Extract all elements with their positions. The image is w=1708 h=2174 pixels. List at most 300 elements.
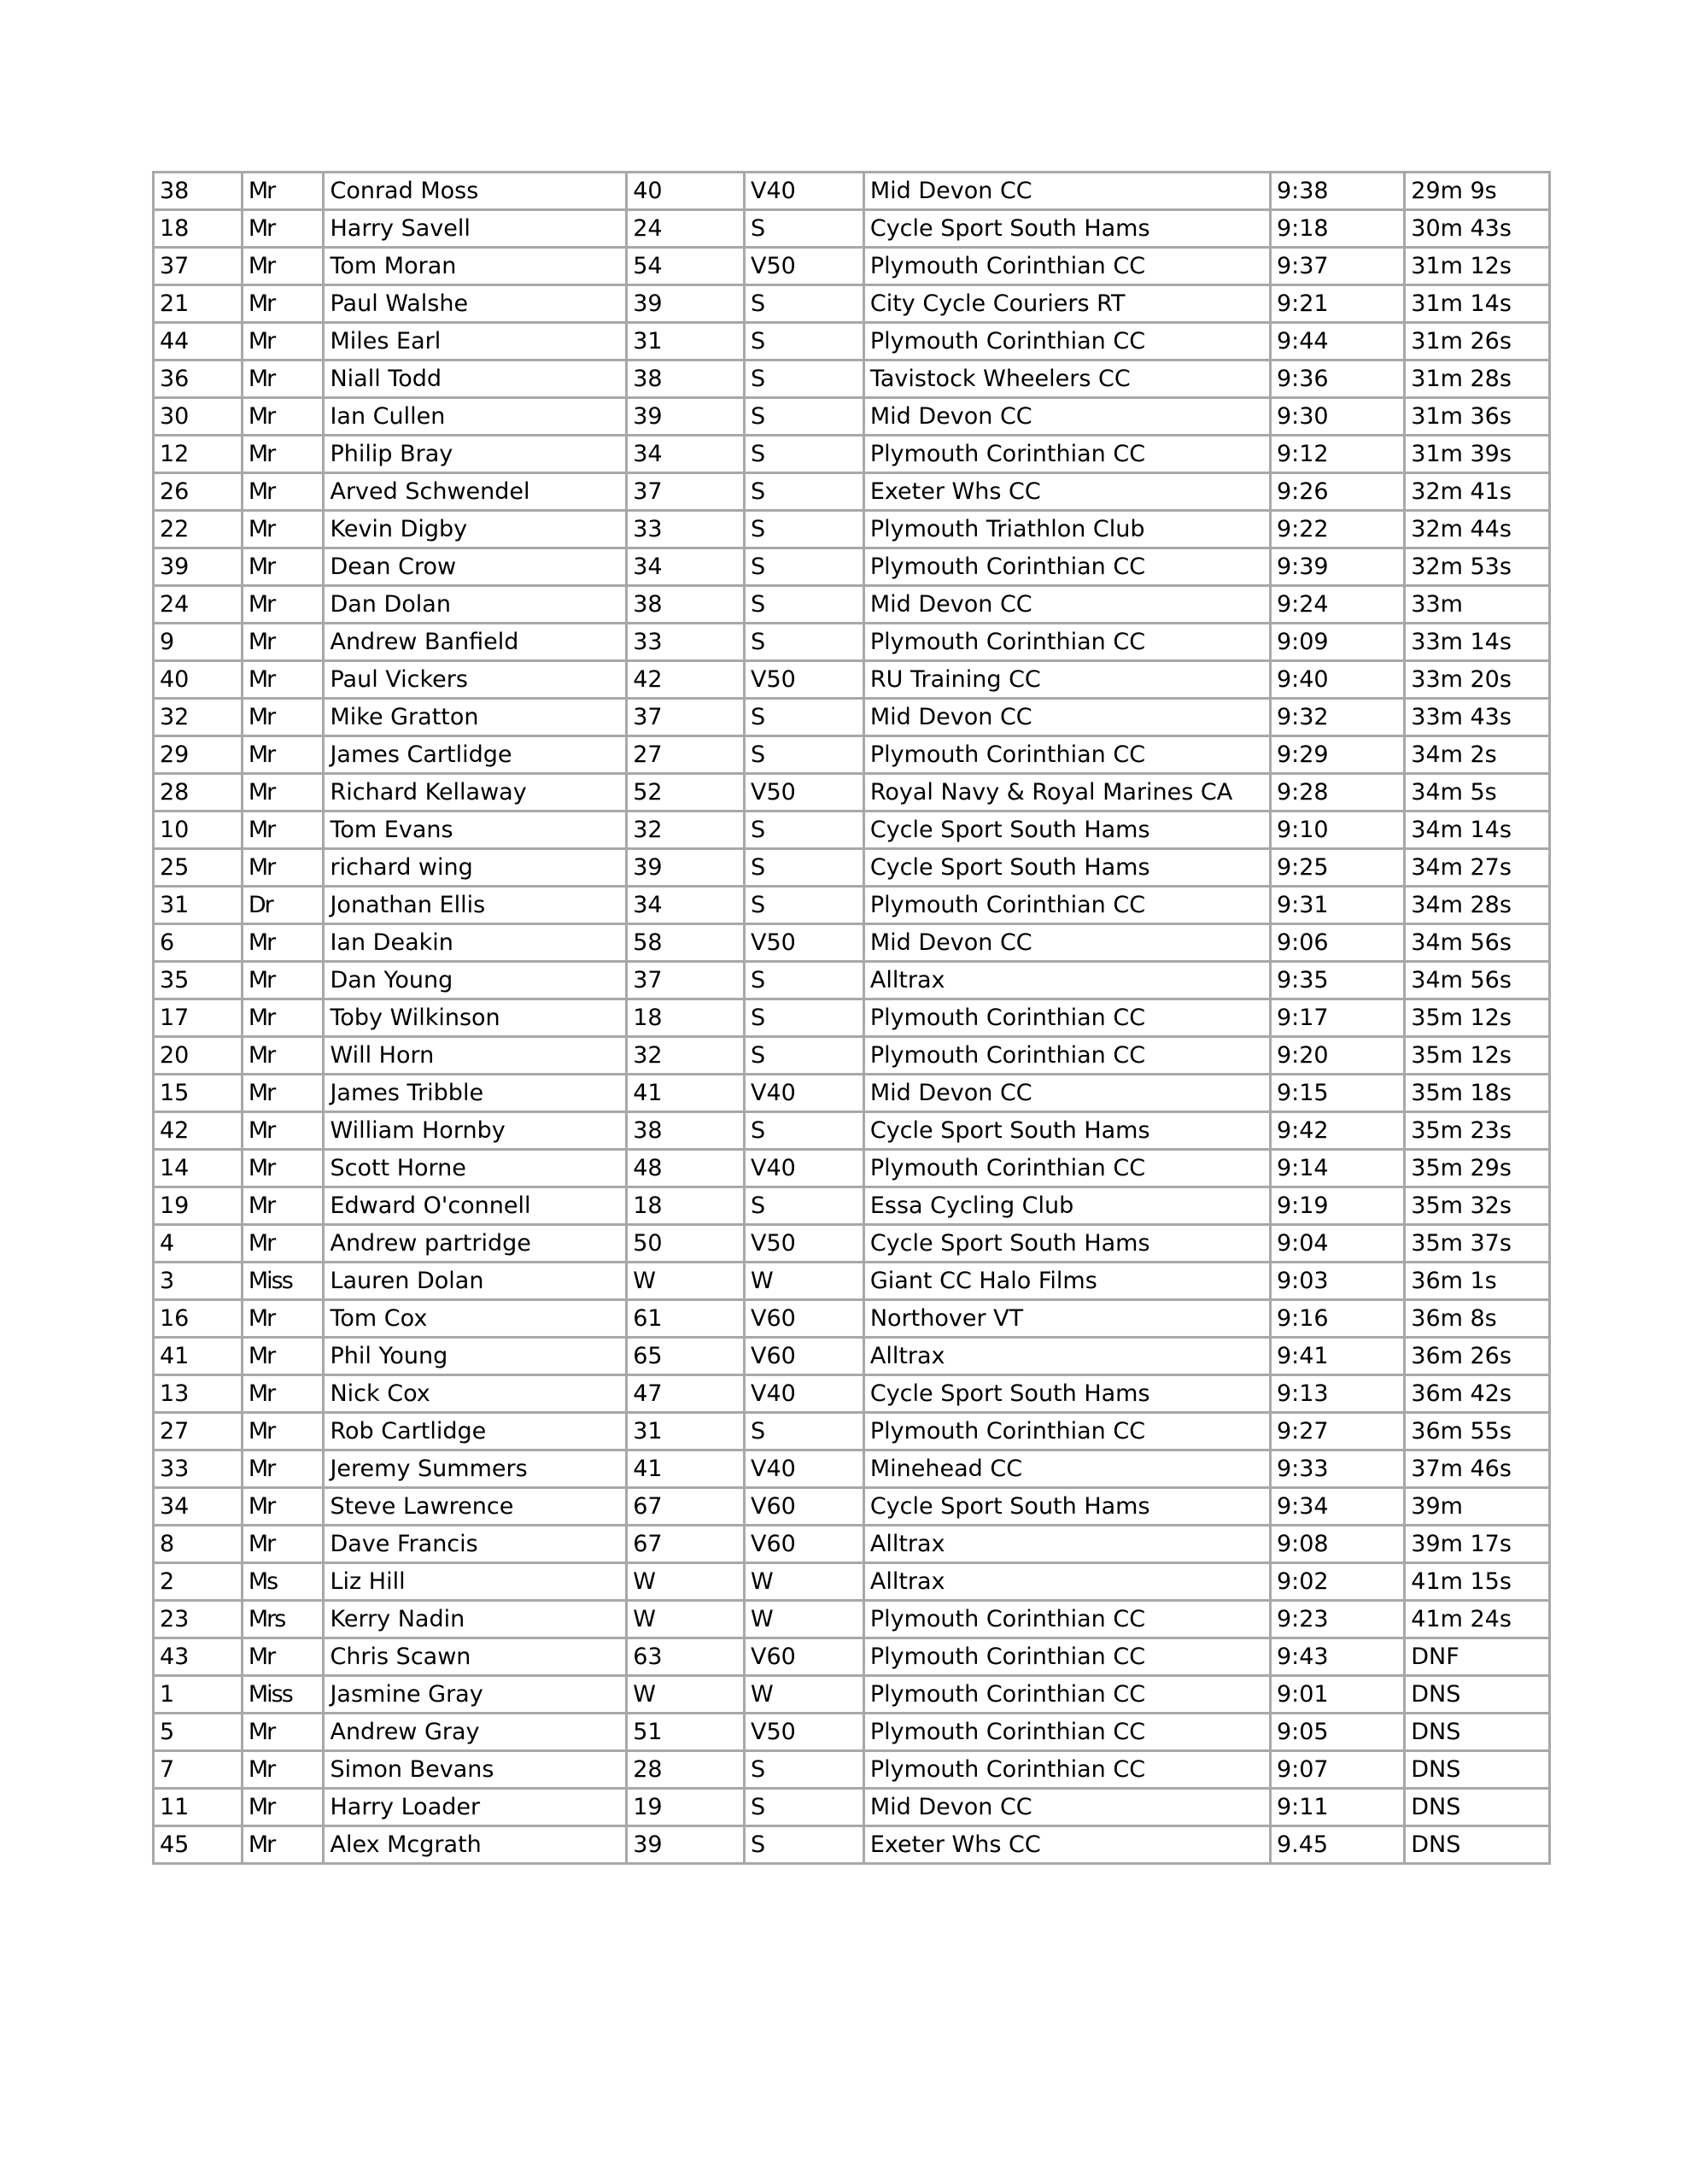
finish-time-cell: 31m 28s xyxy=(1405,360,1550,398)
finish-time-cell: DNS xyxy=(1405,1826,1550,1864)
title-cell: Mr xyxy=(242,849,324,887)
age-cell: 31 xyxy=(627,323,745,360)
finish-time-cell: 35m 32s xyxy=(1405,1187,1550,1225)
rider-number-cell: 5 xyxy=(154,1714,243,1751)
title-cell: Mr xyxy=(242,586,324,624)
title-cell: Mr xyxy=(242,1338,324,1375)
age-cell: 39 xyxy=(627,398,745,436)
rider-name-cell: Mike Gratton xyxy=(324,699,627,736)
finish-time-cell: 31m 14s xyxy=(1405,285,1550,323)
category-cell: V50 xyxy=(745,1225,864,1263)
age-cell: 18 xyxy=(627,999,745,1037)
finish-time-cell: 32m 41s xyxy=(1405,473,1550,511)
table-row xyxy=(154,210,1550,248)
finish-time-cell: 36m 55s xyxy=(1405,1413,1550,1450)
start-time-cell: 9:26 xyxy=(1270,473,1404,511)
age-cell: W xyxy=(627,1563,745,1601)
rider-number-cell: 3 xyxy=(154,1263,243,1300)
start-time-cell: 9:16 xyxy=(1270,1300,1404,1338)
finish-time-cell: 36m 1s xyxy=(1405,1263,1550,1300)
table-row xyxy=(154,962,1550,999)
rider-number-cell: 28 xyxy=(154,774,243,812)
rider-number-cell: 26 xyxy=(154,473,243,511)
club-cell: Plymouth Corinthian CC xyxy=(863,1676,1270,1714)
rider-name-cell: Arved Schwendel xyxy=(324,473,627,511)
start-time-cell: 9:32 xyxy=(1270,699,1404,736)
start-time-cell: 9:15 xyxy=(1270,1075,1404,1112)
rider-name-cell: Jonathan Ellis xyxy=(324,887,627,924)
rider-number-cell: 23 xyxy=(154,1601,243,1638)
table-row xyxy=(154,1488,1550,1526)
table-row xyxy=(154,774,1550,812)
club-cell: Cycle Sport South Hams xyxy=(863,1488,1270,1526)
age-cell: 33 xyxy=(627,624,745,661)
title-cell: Mr xyxy=(242,736,324,774)
age-cell: 33 xyxy=(627,511,745,548)
rider-name-cell: Harry Loader xyxy=(324,1789,627,1826)
category-cell: S xyxy=(745,1826,864,1864)
rider-name-cell: Dan Young xyxy=(324,962,627,999)
category-cell: S xyxy=(745,887,864,924)
club-cell: Plymouth Triathlon Club xyxy=(863,511,1270,548)
title-cell: Mr xyxy=(242,436,324,473)
rider-number-cell: 29 xyxy=(154,736,243,774)
age-cell: 27 xyxy=(627,736,745,774)
start-time-cell: 9:37 xyxy=(1270,248,1404,285)
club-cell: Alltrax xyxy=(863,1526,1270,1563)
table-row xyxy=(154,248,1550,285)
results-body xyxy=(154,173,1550,1864)
table-row xyxy=(154,1714,1550,1751)
start-time-cell: 9:33 xyxy=(1270,1450,1404,1488)
start-time-cell: 9:01 xyxy=(1270,1676,1404,1714)
start-time-cell: 9:30 xyxy=(1270,398,1404,436)
title-cell: Mr xyxy=(242,360,324,398)
category-cell: S xyxy=(745,436,864,473)
finish-time-cell: 37m 46s xyxy=(1405,1450,1550,1488)
table-row xyxy=(154,624,1550,661)
start-time-cell: 9:02 xyxy=(1270,1563,1404,1601)
results-table xyxy=(152,171,1551,1865)
rider-name-cell: Simon Bevans xyxy=(324,1751,627,1789)
finish-time-cell: 34m 28s xyxy=(1405,887,1550,924)
age-cell: 41 xyxy=(627,1075,745,1112)
start-time-cell: 9:34 xyxy=(1270,1488,1404,1526)
rider-number-cell: 14 xyxy=(154,1150,243,1187)
table-row xyxy=(154,1263,1550,1300)
title-cell: Mr xyxy=(242,1037,324,1075)
rider-name-cell: Lauren Dolan xyxy=(324,1263,627,1300)
start-time-cell: 9:08 xyxy=(1270,1526,1404,1563)
table-row xyxy=(154,1150,1550,1187)
table-row xyxy=(154,1601,1550,1638)
age-cell: 61 xyxy=(627,1300,745,1338)
rider-number-cell: 36 xyxy=(154,360,243,398)
rider-number-cell: 25 xyxy=(154,849,243,887)
finish-time-cell: 41m 24s xyxy=(1405,1601,1550,1638)
finish-time-cell: 34m 27s xyxy=(1405,849,1550,887)
start-time-cell: 9:10 xyxy=(1270,812,1404,849)
title-cell: Mr xyxy=(242,548,324,586)
age-cell: 67 xyxy=(627,1526,745,1563)
finish-time-cell: 35m 18s xyxy=(1405,1075,1550,1112)
title-cell: Mr xyxy=(242,1450,324,1488)
table-row xyxy=(154,1112,1550,1150)
category-cell: V40 xyxy=(745,1450,864,1488)
club-cell: Cycle Sport South Hams xyxy=(863,849,1270,887)
age-cell: W xyxy=(627,1676,745,1714)
rider-name-cell: Ian Deakin xyxy=(324,924,627,962)
rider-name-cell: Harry Savell xyxy=(324,210,627,248)
rider-number-cell: 15 xyxy=(154,1075,243,1112)
rider-name-cell: Dave Francis xyxy=(324,1526,627,1563)
finish-time-cell: 35m 37s xyxy=(1405,1225,1550,1263)
table-row xyxy=(154,736,1550,774)
finish-time-cell: 33m 43s xyxy=(1405,699,1550,736)
title-cell: Mr xyxy=(242,1375,324,1413)
club-cell: Plymouth Corinthian CC xyxy=(863,248,1270,285)
age-cell: 65 xyxy=(627,1338,745,1375)
start-time-cell: 9:07 xyxy=(1270,1751,1404,1789)
rider-name-cell: Dan Dolan xyxy=(324,586,627,624)
start-time-cell: 9:06 xyxy=(1270,924,1404,962)
table-row xyxy=(154,586,1550,624)
club-cell: Plymouth Corinthian CC xyxy=(863,736,1270,774)
finish-time-cell: 32m 44s xyxy=(1405,511,1550,548)
rider-name-cell: Richard Kellaway xyxy=(324,774,627,812)
rider-number-cell: 31 xyxy=(154,887,243,924)
start-time-cell: 9:24 xyxy=(1270,586,1404,624)
rider-number-cell: 32 xyxy=(154,699,243,736)
rider-number-cell: 17 xyxy=(154,999,243,1037)
table-row xyxy=(154,699,1550,736)
title-cell: Mr xyxy=(242,1826,324,1864)
age-cell: W xyxy=(627,1263,745,1300)
finish-time-cell: 33m 20s xyxy=(1405,661,1550,699)
club-cell: Exeter Whs CC xyxy=(863,473,1270,511)
age-cell: 39 xyxy=(627,285,745,323)
finish-time-cell: 35m 12s xyxy=(1405,999,1550,1037)
age-cell: 41 xyxy=(627,1450,745,1488)
category-cell: W xyxy=(745,1263,864,1300)
rider-name-cell: Dean Crow xyxy=(324,548,627,586)
rider-name-cell: Jeremy Summers xyxy=(324,1450,627,1488)
title-cell: Mr xyxy=(242,285,324,323)
category-cell: S xyxy=(745,285,864,323)
club-cell: Mid Devon CC xyxy=(863,699,1270,736)
table-row xyxy=(154,1037,1550,1075)
club-cell: Plymouth Corinthian CC xyxy=(863,1638,1270,1676)
club-cell: Plymouth Corinthian CC xyxy=(863,999,1270,1037)
age-cell: 63 xyxy=(627,1638,745,1676)
title-cell: Mr xyxy=(242,1187,324,1225)
rider-number-cell: 37 xyxy=(154,248,243,285)
table-row xyxy=(154,173,1550,210)
finish-time-cell: 36m 42s xyxy=(1405,1375,1550,1413)
table-row xyxy=(154,1789,1550,1826)
rider-number-cell: 20 xyxy=(154,1037,243,1075)
age-cell: 47 xyxy=(627,1375,745,1413)
age-cell: 38 xyxy=(627,1112,745,1150)
finish-time-cell: DNS xyxy=(1405,1676,1550,1714)
club-cell: Essa Cycling Club xyxy=(863,1187,1270,1225)
start-time-cell: 9:09 xyxy=(1270,624,1404,661)
category-cell: V40 xyxy=(745,1375,864,1413)
club-cell: Cycle Sport South Hams xyxy=(863,1375,1270,1413)
table-row xyxy=(154,812,1550,849)
club-cell: Northover VT xyxy=(863,1300,1270,1338)
club-cell: Cycle Sport South Hams xyxy=(863,210,1270,248)
age-cell: 52 xyxy=(627,774,745,812)
start-time-cell: 9:21 xyxy=(1270,285,1404,323)
category-cell: S xyxy=(745,1112,864,1150)
rider-number-cell: 4 xyxy=(154,1225,243,1263)
finish-time-cell: 41m 15s xyxy=(1405,1563,1550,1601)
rider-number-cell: 38 xyxy=(154,173,243,210)
category-cell: V60 xyxy=(745,1338,864,1375)
category-cell: V40 xyxy=(745,1150,864,1187)
club-cell: Alltrax xyxy=(863,1563,1270,1601)
title-cell: Mr xyxy=(242,1526,324,1563)
age-cell: 28 xyxy=(627,1751,745,1789)
start-time-cell: 9:43 xyxy=(1270,1638,1404,1676)
category-cell: W xyxy=(745,1676,864,1714)
category-cell: V50 xyxy=(745,1714,864,1751)
table-row xyxy=(154,1751,1550,1789)
category-cell: V60 xyxy=(745,1638,864,1676)
rider-number-cell: 41 xyxy=(154,1338,243,1375)
rider-name-cell: Chris Scawn xyxy=(324,1638,627,1676)
title-cell: Mr xyxy=(242,248,324,285)
title-cell: Mr xyxy=(242,1714,324,1751)
rider-name-cell: Alex Mcgrath xyxy=(324,1826,627,1864)
finish-time-cell: DNS xyxy=(1405,1789,1550,1826)
rider-name-cell: Paul Walshe xyxy=(324,285,627,323)
rider-name-cell: Tom Evans xyxy=(324,812,627,849)
start-time-cell: 9:41 xyxy=(1270,1338,1404,1375)
rider-number-cell: 10 xyxy=(154,812,243,849)
club-cell: Mid Devon CC xyxy=(863,1789,1270,1826)
title-cell: Mr xyxy=(242,1413,324,1450)
title-cell: Mr xyxy=(242,1300,324,1338)
start-time-cell: 9:11 xyxy=(1270,1789,1404,1826)
title-cell: Mr xyxy=(242,1075,324,1112)
table-row xyxy=(154,1413,1550,1450)
table-row xyxy=(154,887,1550,924)
club-cell: Plymouth Corinthian CC xyxy=(863,1413,1270,1450)
age-cell: 19 xyxy=(627,1789,745,1826)
age-cell: 37 xyxy=(627,962,745,999)
start-time-cell: 9:29 xyxy=(1270,736,1404,774)
club-cell: Cycle Sport South Hams xyxy=(863,1225,1270,1263)
table-row xyxy=(154,1075,1550,1112)
club-cell: Plymouth Corinthian CC xyxy=(863,1601,1270,1638)
title-cell: Miss xyxy=(242,1676,324,1714)
age-cell: 32 xyxy=(627,812,745,849)
rider-name-cell: Liz Hill xyxy=(324,1563,627,1601)
rider-name-cell: Phil Young xyxy=(324,1338,627,1375)
category-cell: V60 xyxy=(745,1488,864,1526)
finish-time-cell: 34m 2s xyxy=(1405,736,1550,774)
start-time-cell: 9:13 xyxy=(1270,1375,1404,1413)
category-cell: S xyxy=(745,210,864,248)
rider-name-cell: Steve Lawrence xyxy=(324,1488,627,1526)
title-cell: Mr xyxy=(242,1751,324,1789)
start-time-cell: 9:38 xyxy=(1270,173,1404,210)
category-cell: S xyxy=(745,586,864,624)
finish-time-cell: 33m xyxy=(1405,586,1550,624)
finish-time-cell: 35m 23s xyxy=(1405,1112,1550,1150)
finish-time-cell: 36m 26s xyxy=(1405,1338,1550,1375)
table-row xyxy=(154,436,1550,473)
table-row xyxy=(154,548,1550,586)
category-cell: S xyxy=(745,473,864,511)
club-cell: Tavistock Wheelers CC xyxy=(863,360,1270,398)
age-cell: 31 xyxy=(627,1413,745,1450)
age-cell: 37 xyxy=(627,699,745,736)
age-cell: 38 xyxy=(627,360,745,398)
rider-number-cell: 13 xyxy=(154,1375,243,1413)
category-cell: S xyxy=(745,323,864,360)
title-cell: Dr xyxy=(242,887,324,924)
rider-number-cell: 27 xyxy=(154,1413,243,1450)
club-cell: City Cycle Couriers RT xyxy=(863,285,1270,323)
club-cell: Mid Devon CC xyxy=(863,924,1270,962)
rider-name-cell: Edward O'connell xyxy=(324,1187,627,1225)
rider-name-cell: Philip Bray xyxy=(324,436,627,473)
club-cell: Plymouth Corinthian CC xyxy=(863,1037,1270,1075)
title-cell: Mr xyxy=(242,173,324,210)
start-time-cell: 9:36 xyxy=(1270,360,1404,398)
category-cell: V40 xyxy=(745,1075,864,1112)
age-cell: 54 xyxy=(627,248,745,285)
category-cell: S xyxy=(745,1037,864,1075)
table-row xyxy=(154,924,1550,962)
start-time-cell: 9:05 xyxy=(1270,1714,1404,1751)
start-time-cell: 9:28 xyxy=(1270,774,1404,812)
table-row xyxy=(154,849,1550,887)
age-cell: 50 xyxy=(627,1225,745,1263)
start-time-cell: 9:27 xyxy=(1270,1413,1404,1450)
title-cell: Mrs xyxy=(242,1601,324,1638)
rider-number-cell: 8 xyxy=(154,1526,243,1563)
age-cell: 58 xyxy=(627,924,745,962)
rider-name-cell: Jasmine Gray xyxy=(324,1676,627,1714)
category-cell: S xyxy=(745,736,864,774)
title-cell: Mr xyxy=(242,699,324,736)
title-cell: Mr xyxy=(242,473,324,511)
category-cell: V40 xyxy=(745,173,864,210)
rider-number-cell: 6 xyxy=(154,924,243,962)
age-cell: 48 xyxy=(627,1150,745,1187)
category-cell: S xyxy=(745,548,864,586)
table-row xyxy=(154,1826,1550,1864)
club-cell: Plymouth Corinthian CC xyxy=(863,624,1270,661)
rider-number-cell: 39 xyxy=(154,548,243,586)
club-cell: Alltrax xyxy=(863,962,1270,999)
table-row xyxy=(154,473,1550,511)
club-cell: Giant CC Halo Films xyxy=(863,1263,1270,1300)
start-time-cell: 9:42 xyxy=(1270,1112,1404,1150)
table-row xyxy=(154,398,1550,436)
age-cell: 38 xyxy=(627,586,745,624)
club-cell: RU Training CC xyxy=(863,661,1270,699)
age-cell: 24 xyxy=(627,210,745,248)
table-row xyxy=(154,1563,1550,1601)
age-cell: 39 xyxy=(627,849,745,887)
rider-number-cell: 9 xyxy=(154,624,243,661)
title-cell: Mr xyxy=(242,1112,324,1150)
title-cell: Miss xyxy=(242,1263,324,1300)
finish-time-cell: DNS xyxy=(1405,1751,1550,1789)
rider-name-cell: Andrew Banfield xyxy=(324,624,627,661)
club-cell: Cycle Sport South Hams xyxy=(863,812,1270,849)
rider-number-cell: 45 xyxy=(154,1826,243,1864)
category-cell: V50 xyxy=(745,661,864,699)
start-time-cell: 9:40 xyxy=(1270,661,1404,699)
category-cell: S xyxy=(745,1789,864,1826)
club-cell: Plymouth Corinthian CC xyxy=(863,1714,1270,1751)
club-cell: Alltrax xyxy=(863,1338,1270,1375)
rider-name-cell: Will Horn xyxy=(324,1037,627,1075)
start-time-cell: 9:03 xyxy=(1270,1263,1404,1300)
rider-name-cell: James Tribble xyxy=(324,1075,627,1112)
start-time-cell: 9:39 xyxy=(1270,548,1404,586)
rider-number-cell: 18 xyxy=(154,210,243,248)
rider-number-cell: 7 xyxy=(154,1751,243,1789)
title-cell: Mr xyxy=(242,323,324,360)
table-row xyxy=(154,1526,1550,1563)
start-time-cell: 9:12 xyxy=(1270,436,1404,473)
club-cell: Plymouth Corinthian CC xyxy=(863,436,1270,473)
rider-name-cell: Paul Vickers xyxy=(324,661,627,699)
club-cell: Mid Devon CC xyxy=(863,173,1270,210)
age-cell: 37 xyxy=(627,473,745,511)
title-cell: Mr xyxy=(242,210,324,248)
age-cell: 32 xyxy=(627,1037,745,1075)
start-time-cell: 9:14 xyxy=(1270,1150,1404,1187)
rider-name-cell: James Cartlidge xyxy=(324,736,627,774)
rider-name-cell: Nick Cox xyxy=(324,1375,627,1413)
finish-time-cell: DNS xyxy=(1405,1714,1550,1751)
start-time-cell: 9:23 xyxy=(1270,1601,1404,1638)
rider-number-cell: 30 xyxy=(154,398,243,436)
rider-number-cell: 19 xyxy=(154,1187,243,1225)
title-cell: Mr xyxy=(242,398,324,436)
rider-number-cell: 12 xyxy=(154,436,243,473)
age-cell: 51 xyxy=(627,1714,745,1751)
finish-time-cell: 34m 5s xyxy=(1405,774,1550,812)
finish-time-cell: 31m 26s xyxy=(1405,323,1550,360)
rider-name-cell: Miles Earl xyxy=(324,323,627,360)
title-cell: Mr xyxy=(242,1150,324,1187)
start-time-cell: 9:35 xyxy=(1270,962,1404,999)
table-row xyxy=(154,1300,1550,1338)
category-cell: S xyxy=(745,812,864,849)
category-cell: S xyxy=(745,962,864,999)
table-row xyxy=(154,661,1550,699)
table-row xyxy=(154,1338,1550,1375)
start-time-cell: 9:17 xyxy=(1270,999,1404,1037)
title-cell: Mr xyxy=(242,962,324,999)
category-cell: V50 xyxy=(745,924,864,962)
table-row xyxy=(154,1375,1550,1413)
rider-number-cell: 40 xyxy=(154,661,243,699)
category-cell: W xyxy=(745,1601,864,1638)
start-time-cell: 9:44 xyxy=(1270,323,1404,360)
age-cell: 67 xyxy=(627,1488,745,1526)
table-row xyxy=(154,323,1550,360)
